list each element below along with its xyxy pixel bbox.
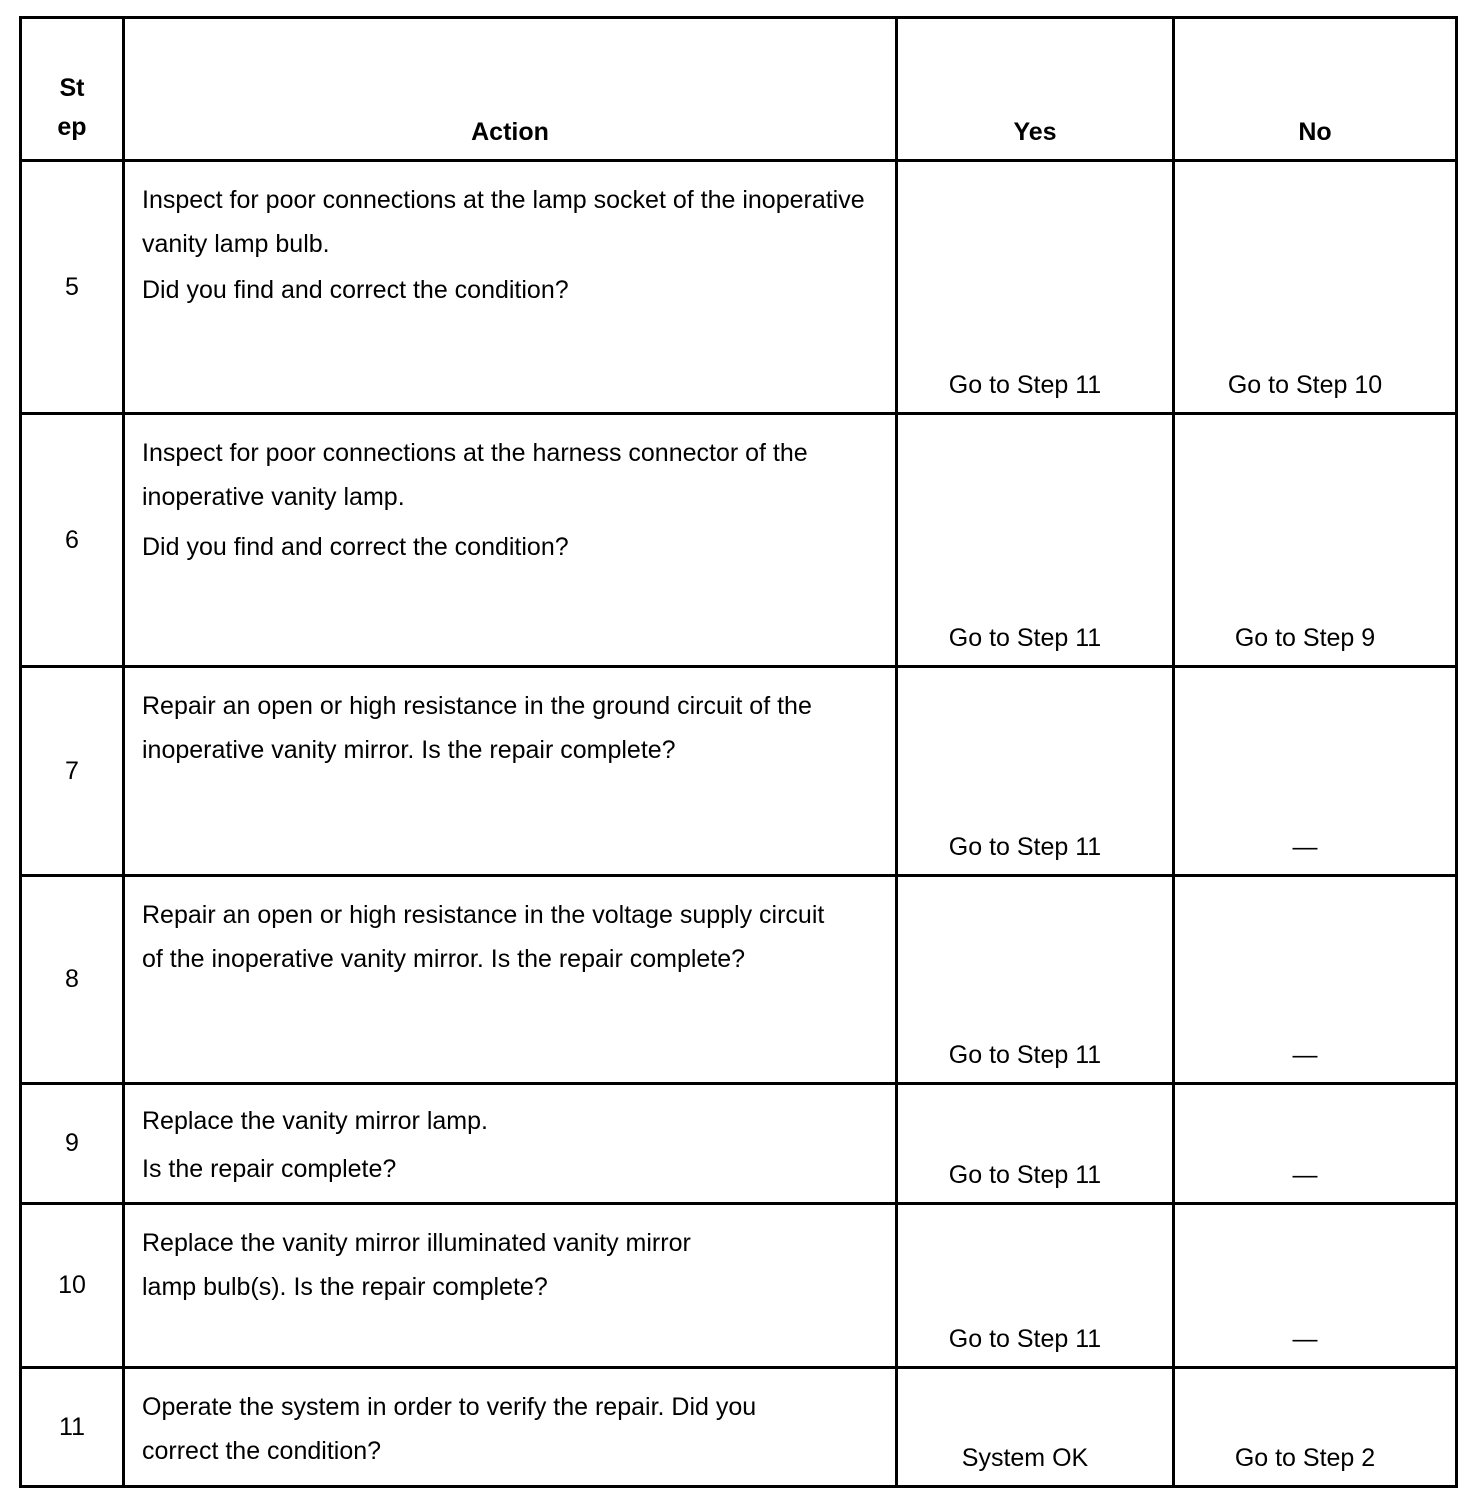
yes-result: Go to Step 11 [897, 876, 1174, 1084]
step-number: 7 [21, 667, 124, 876]
action-text: Repair an open or high resistance in the ground circuit of the inoperative vanity mirror. Is the repair complete? [124, 667, 897, 876]
table-row [21, 1368, 1457, 1487]
action-text: Inspect for poor connections at the harness connector of the inoperative vanity lamp. Did you find and correct the condition? [124, 414, 897, 667]
no-result: — [1174, 876, 1457, 1084]
step-number: 11 [21, 1368, 124, 1487]
table-row [21, 1084, 1457, 1204]
step-number: 9 [21, 1084, 124, 1204]
no-result: — [1174, 1084, 1457, 1204]
header-step: St ep [21, 18, 124, 161]
action-text: Replace the vanity mirror illuminated vanity mirror lamp bulb(s). Is the repair complete? [124, 1204, 897, 1368]
no-result: — [1174, 667, 1457, 876]
table-row [21, 161, 1457, 414]
header-action: Action [124, 18, 897, 161]
yes-result: Go to Step 11 [897, 161, 1174, 414]
action-text: Inspect for poor connections at the lamp socket of the inoperative vanity lamp bulb. Did you find and correct the condition? [124, 161, 897, 414]
table-row [21, 414, 1457, 667]
step-number: 8 [21, 876, 124, 1084]
yes-result: Go to Step 11 [897, 667, 1174, 876]
step-number: 6 [21, 414, 124, 667]
table-row [21, 667, 1457, 876]
table-row [21, 876, 1457, 1084]
header-yes: Yes [897, 18, 1174, 161]
yes-result: Go to Step 11 [897, 1084, 1174, 1204]
yes-result: Go to Step 11 [897, 1204, 1174, 1368]
step-number: 10 [21, 1204, 124, 1368]
header-no: No [1174, 18, 1457, 161]
table-row [21, 1204, 1457, 1368]
yes-result: System OK [897, 1368, 1174, 1487]
action-text: Operate the system in order to verify the repair. Did you correct the condition? [124, 1368, 897, 1487]
no-result: Go to Step 2 [1174, 1368, 1457, 1487]
table-header-row [21, 18, 1457, 161]
no-result: Go to Step 9 [1174, 414, 1457, 667]
yes-result: Go to Step 11 [897, 414, 1174, 667]
diagnostic-table [19, 16, 1458, 1488]
action-text: Replace the vanity mirror lamp. Is the repair complete? [124, 1084, 897, 1204]
action-text: Repair an open or high resistance in the voltage supply circuit of the inoperative vanity mirror. Is the repair complete? [124, 876, 897, 1084]
step-number: 5 [21, 161, 124, 414]
no-result: Go to Step 10 [1174, 161, 1457, 414]
no-result: — [1174, 1204, 1457, 1368]
